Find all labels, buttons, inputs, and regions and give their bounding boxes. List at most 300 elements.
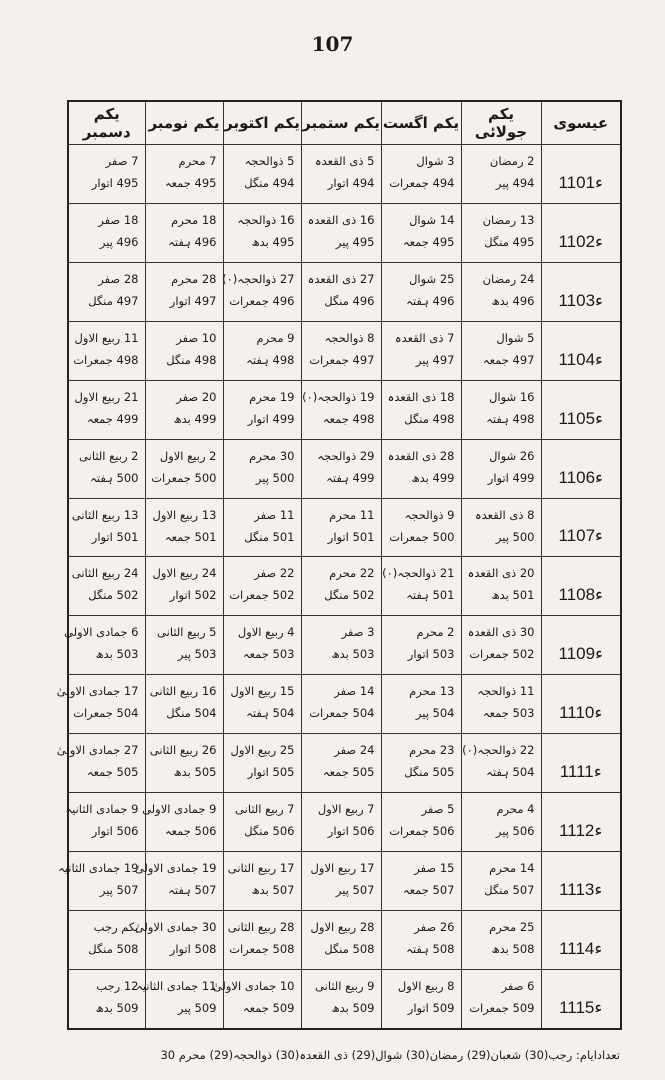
date-cell: [145, 380, 223, 439]
date-cell: [223, 616, 301, 675]
date-cell: [64, 616, 145, 675]
hijri-year-weekday: 504 ہفتہ: [486, 765, 535, 780]
date-cell: [381, 969, 461, 1029]
hijri-year-weekday: 502 اتوار: [169, 588, 217, 603]
date-cell: [461, 557, 541, 616]
date-cell: [145, 557, 223, 616]
hijri-year-weekday: 506 پیر: [495, 824, 535, 839]
date-cell: [223, 734, 301, 793]
date-cell: [381, 262, 461, 321]
table-row: [68, 734, 621, 793]
date-cell: [223, 380, 301, 439]
hijri-date: 2 ربیع الثانی: [79, 448, 139, 463]
hijri-date: 6 جمادی الاولیٰ: [64, 625, 139, 640]
hijri-year-weekday: 504 پیر: [415, 706, 455, 721]
hijri-date: 24 ربیع الاول: [152, 566, 217, 581]
hijri-year-weekday: 496 ہفتہ: [406, 293, 455, 308]
table-row: [68, 262, 621, 321]
hijri-date: 15 صفر: [414, 861, 455, 876]
hijri-date: 17 ربیع الثانی: [227, 861, 295, 876]
hijri-date: 10 جمادی الاولیٰ: [212, 978, 295, 993]
hijri-date: 7 صفر: [105, 154, 139, 168]
hijri-year-weekday: 498 ہفتہ: [246, 352, 295, 367]
date-cell: [223, 321, 301, 380]
hijri-date: 3 شوال: [416, 154, 455, 168]
hijri-date: 28 ربیع الثانی: [227, 919, 295, 934]
date-cell: [145, 675, 223, 734]
calendar-body: [56, 145, 621, 1030]
date-cell: [381, 498, 461, 557]
calendar-header: [68, 101, 621, 145]
table-row: [68, 557, 621, 616]
hijri-date: 11 ربیع الاول: [74, 330, 139, 345]
hijri-year-weekday: 506 جمعہ: [164, 824, 217, 839]
date-cell: [145, 145, 223, 204]
table-row: [68, 969, 621, 1029]
hijri-date: 26 شوال: [489, 448, 535, 463]
gregorian-year: 1105ء: [558, 408, 604, 428]
hijri-year-weekday: 499 اتوار: [247, 411, 295, 426]
hijri-date: 16 ذوالحجہ: [237, 212, 295, 227]
date-cell: [301, 793, 381, 852]
hijri-date: 7 ذی القعدہ: [394, 330, 455, 345]
year-cell: [541, 203, 621, 262]
hijri-year-weekday: 503 جمعہ: [242, 647, 295, 662]
hijri-year-weekday: 499 بدھ: [173, 411, 217, 426]
hijri-year-weekday: 502 جمعرات: [229, 588, 295, 603]
date-cell: [301, 910, 381, 969]
table-row: [68, 852, 621, 911]
table-row: [68, 380, 621, 439]
date-cell: [68, 380, 145, 439]
hijri-year-weekday: 503 جمعہ: [482, 706, 535, 721]
hijri-year-weekday: 497 اتوار: [169, 293, 217, 308]
date-cell: [301, 498, 381, 557]
hijri-year-weekday: 503 بدھ: [331, 647, 375, 662]
hijri-year-weekday: 507 جمعہ: [402, 883, 455, 898]
date-cell: [301, 145, 381, 204]
date-cell: [381, 203, 461, 262]
hijri-year-weekday: 507 پیر: [99, 883, 139, 898]
hijri-year-weekday: 504 منگل: [166, 706, 217, 721]
date-cell: [381, 439, 461, 498]
hijri-date: 15 ربیع الاول: [230, 684, 295, 699]
date-cell: [381, 145, 461, 204]
hijri-year-weekday: 499 بدھ: [411, 470, 455, 485]
hijri-year-weekday: 502 منگل: [324, 588, 375, 603]
hijri-date: 12 رجب: [96, 978, 139, 993]
hijri-date: 11 محرم: [329, 507, 375, 522]
hijri-date: 3 صفر: [341, 625, 375, 640]
hijri-date: 7 ربیع الثانی: [235, 802, 295, 817]
gregorian-year: 1107ء: [558, 526, 604, 546]
hijri-date: 13 ربیع الاول: [152, 507, 217, 522]
date-cell: [301, 734, 381, 793]
hijri-year-weekday: 494 منگل: [244, 176, 295, 190]
gregorian-year: 1106ء: [558, 467, 604, 487]
date-cell: [145, 734, 223, 793]
year-cell: [541, 557, 621, 616]
hijri-year-weekday: 501 جمعہ: [164, 529, 217, 544]
date-cell: [68, 145, 145, 204]
hijri-year-weekday: 508 جمعرات: [229, 941, 295, 956]
gregorian-year: 1104ء: [558, 349, 604, 369]
hijri-date: 26 صفر: [414, 919, 455, 934]
date-cell: [381, 616, 461, 675]
hijri-year-weekday: 508 ہفتہ: [406, 941, 455, 956]
hijri-year-weekday: 498 جمعرات: [73, 352, 139, 367]
hijri-date: 7 ربیع الاول: [317, 802, 375, 817]
date-cell: [461, 439, 541, 498]
table-row: [68, 910, 621, 969]
table-row: [68, 793, 621, 852]
date-cell: [301, 557, 381, 616]
hijri-year-weekday: 496 منگل: [324, 293, 375, 308]
hijri-year-weekday: 501 منگل: [244, 529, 295, 544]
date-cell: [223, 498, 301, 557]
hijri-year-weekday: 498 منگل: [166, 352, 217, 367]
hijri-year-weekday: 497 پیر: [415, 352, 455, 367]
date-cell: [68, 321, 145, 380]
hijri-year-weekday: 509 اتوار: [407, 1000, 455, 1015]
hijri-date: 5 صفر: [421, 802, 455, 817]
date-cell: [461, 498, 541, 557]
year-cell: [541, 380, 621, 439]
date-cell: [461, 380, 541, 439]
header-month: یکم دسمبر: [68, 101, 145, 145]
hijri-date: 22 ذوالحجہ(٠): [462, 743, 535, 758]
year-cell: [541, 321, 621, 380]
hijri-date: 28 صفر: [98, 271, 139, 286]
hijri-year-weekday: 498 ہفتہ: [486, 411, 535, 426]
hijri-year-weekday: 509 جمعرات: [469, 1000, 535, 1015]
hijri-date: 28 ذی القعدہ: [387, 448, 455, 463]
hijri-year-weekday: 507 بدھ: [251, 883, 295, 898]
hijri-year-weekday: 507 منگل: [484, 883, 535, 898]
hijri-date: 9 ربیع الثانی: [315, 978, 375, 993]
date-cell: [68, 910, 145, 969]
gregorian-year: 1114ء: [559, 938, 603, 958]
date-cell: [68, 439, 145, 498]
hijri-year-weekday: 494 جمعرات: [389, 176, 455, 190]
hijri-year-weekday: 508 اتوار: [169, 941, 217, 956]
hijri-year-weekday: 502 منگل: [88, 588, 139, 603]
hijri-date: 24 رمضان: [482, 271, 535, 286]
date-cell: [56, 675, 145, 734]
year-cell: [541, 616, 621, 675]
hijri-date: 9 جمادی الثانیہ: [65, 802, 139, 817]
date-cell: [145, 321, 223, 380]
table-row: [68, 616, 621, 675]
date-cell: [301, 262, 381, 321]
hijri-year-weekday: 495 منگل: [484, 234, 535, 249]
date-cell: [301, 616, 381, 675]
date-cell: [223, 439, 301, 498]
date-cell: [461, 145, 541, 204]
hijri-date: 13 محرم: [409, 684, 455, 699]
hijri-date: 30 جمادی الاولیٰ: [134, 919, 217, 934]
hijri-date: 8 ذی القعدہ: [474, 507, 535, 522]
hijri-year-weekday: 495 پیر: [335, 234, 375, 249]
hijri-year-weekday: 495 اتوار: [91, 176, 139, 190]
hijri-date: 16 ربیع الثانی: [149, 684, 217, 699]
date-cell: [461, 910, 541, 969]
hijri-date: 19 جمادی الاولیٰ: [134, 861, 217, 876]
hijri-year-weekday: 495 جمعہ: [402, 234, 455, 249]
year-cell: [541, 675, 621, 734]
date-cell: [142, 793, 223, 852]
hijri-date: 11 ذوالحجہ: [477, 684, 535, 699]
date-cell: [65, 793, 145, 852]
gregorian-year: 1115ء: [559, 997, 603, 1017]
hijri-date: 13 ربیع الثانی: [71, 507, 139, 522]
date-cell: [212, 969, 301, 1029]
hijri-date: 21 ذوالحجہ(٠): [382, 566, 455, 581]
gregorian-year: 1109ء: [558, 644, 604, 664]
hijri-date: 21 ربیع الاول: [74, 389, 139, 404]
hijri-year-weekday: 505 اتوار: [247, 765, 295, 780]
date-cell: [223, 793, 301, 852]
hijri-year-weekday: 508 بدھ: [491, 941, 535, 956]
hijri-year-weekday: 494 اتوار: [327, 176, 375, 190]
hijri-year-weekday: 506 منگل: [244, 824, 295, 839]
hijri-year-weekday: 504 جمعرات: [309, 706, 375, 721]
year-cell: [541, 793, 621, 852]
hijri-year-weekday: 506 اتوار: [327, 824, 375, 839]
hijri-date: 30 ذی القعدہ: [467, 625, 535, 640]
date-cell: [68, 262, 145, 321]
hijri-date: 2 ربیع الاول: [159, 448, 217, 463]
year-cell: [541, 734, 621, 793]
date-cell: [381, 793, 461, 852]
header-year: عیسوی: [541, 101, 621, 145]
hijri-date: 29 ذوالحجہ: [317, 448, 375, 463]
hijri-date: 17 ربیع الاول: [310, 861, 375, 876]
hijri-date: 14 صفر: [334, 684, 375, 699]
date-cell: [56, 734, 145, 793]
hijri-date: 20 صفر: [176, 389, 217, 404]
hijri-year-weekday: 501 بدھ: [491, 588, 535, 603]
year-cell: [541, 969, 621, 1029]
date-cell: [58, 852, 145, 911]
hijri-date: 18 ذی القعدہ: [387, 389, 455, 404]
date-cell: [301, 321, 381, 380]
hijri-year-weekday: 503 بدھ: [95, 647, 139, 662]
hijri-date: 24 ربیع الثانی: [71, 566, 139, 581]
hijri-year-weekday: 508 منگل: [88, 941, 139, 956]
date-cell: [461, 675, 541, 734]
hijri-date: 11 جمادی الثانیہ: [136, 978, 217, 993]
hijri-date: 6 صفر: [501, 978, 535, 993]
date-cell: [145, 262, 223, 321]
hijri-year-weekday: 509 بدھ: [95, 1000, 139, 1015]
hijri-date: 11 صفر: [254, 507, 295, 522]
hijri-year-weekday: 500 جمعرات: [389, 529, 455, 544]
hijri-date: 27 ذوالحجہ(٠): [222, 271, 295, 286]
gregorian-year: 1111ء: [559, 762, 602, 782]
date-cell: [461, 793, 541, 852]
hijri-date: 4 ربیع الاول: [237, 625, 295, 640]
hijri-date: 19 ذوالحجہ(٠): [302, 389, 375, 404]
hijri-date: 14 شوال: [409, 212, 455, 227]
hijri-date: 19 جمادی الثانیہ: [58, 861, 139, 876]
date-cell: [381, 910, 461, 969]
page-number: 107: [311, 32, 354, 56]
hijri-year-weekday: 495 بدھ: [251, 234, 295, 249]
date-cell: [223, 910, 301, 969]
hijri-year-weekday: 500 ہفتہ: [90, 470, 139, 485]
hijri-date: 5 ربیع الثانی: [157, 625, 217, 640]
year-cell: [541, 910, 621, 969]
hijri-year-weekday: 496 بدھ: [491, 293, 535, 308]
date-cell: [381, 675, 461, 734]
date-cell: [301, 380, 381, 439]
hijri-year-weekday: 505 منگل: [404, 765, 455, 780]
hijri-date: 24 صفر: [334, 743, 375, 758]
date-cell: [301, 675, 381, 734]
hijri-date: 23 محرم: [409, 743, 455, 758]
gregorian-year: 1110ء: [559, 703, 603, 723]
header-month: یکم ستمبر: [301, 101, 381, 145]
hijri-date: 2 رمضان: [489, 154, 535, 168]
hijri-date: 18 محرم: [171, 212, 217, 227]
date-cell: [301, 203, 381, 262]
hijri-year-weekday: 496 پیر: [99, 234, 139, 249]
date-cell: [223, 852, 301, 911]
gregorian-year: 1113ء: [559, 880, 603, 900]
hijri-date: 13 رمضان: [482, 212, 535, 227]
hijri-year-weekday: 497 جمعہ: [482, 352, 535, 367]
year-cell: [541, 262, 621, 321]
gregorian-year: 1102ء: [558, 231, 604, 251]
gregorian-year: 1112ء: [559, 821, 603, 841]
date-cell: [145, 616, 223, 675]
hijri-year-weekday: 500 جمعرات: [151, 470, 217, 485]
hijri-date: 10 صفر: [176, 330, 217, 345]
hijri-year-weekday: 505 بدھ: [173, 765, 217, 780]
hijri-year-weekday: 509 بدھ: [331, 1000, 375, 1015]
hijri-year-weekday: 494 پیر: [495, 176, 535, 190]
date-cell: [223, 203, 301, 262]
table-row: [68, 675, 621, 734]
hijri-year-weekday: 500 پیر: [495, 529, 535, 544]
hijri-year-weekday: 501 اتوار: [327, 529, 375, 544]
table-row: [68, 321, 621, 380]
date-cell: [68, 498, 145, 557]
header-month: یکم اگست: [381, 101, 461, 145]
hijri-year-weekday: 505 جمعہ: [86, 765, 139, 780]
table-row: [68, 203, 621, 262]
year-cell: [541, 852, 621, 911]
hijri-date: 17 جمادی الاولیٰ: [56, 684, 139, 699]
calendar-table: [56, 100, 622, 1030]
hijri-year-weekday: 500 پیر: [255, 470, 295, 485]
year-cell: [541, 439, 621, 498]
date-cell: [461, 852, 541, 911]
hijri-date: 5 ذی القعدہ: [314, 154, 375, 168]
hijri-date: 25 شوال: [409, 271, 455, 286]
hijri-date: 22 صفر: [254, 566, 295, 581]
date-cell: [461, 262, 541, 321]
hijri-date: 8 ذوالحجہ: [324, 330, 375, 345]
hijri-date: 20 ذی القعدہ: [467, 566, 535, 581]
hijri-date: 19 محرم: [249, 389, 295, 404]
hijri-date: 16 ذی القعدہ: [307, 212, 375, 227]
date-cell: [381, 321, 461, 380]
date-cell: [136, 969, 223, 1029]
date-cell: [134, 910, 223, 969]
hijri-year-weekday: 496 ہفتہ: [168, 234, 217, 249]
hijri-date: 5 شوال: [496, 330, 535, 345]
table-row: [68, 498, 621, 557]
hijri-year-weekday: 498 جمعہ: [322, 411, 375, 426]
hijri-date: 9 جمادی الاولیٰ: [142, 802, 217, 817]
date-cell: [223, 262, 301, 321]
gregorian-year: 1108ء: [558, 585, 604, 605]
date-cell: [145, 203, 223, 262]
hijri-date: 2 محرم: [416, 625, 455, 640]
date-cell: [461, 969, 541, 1029]
days-count-footer: تعدادایام: رجب(30) شعبان(29) رمضان(30) شوال(29) ذی القعدہ(30) ذوالحجہ(29) محرم 30: [160, 1048, 620, 1062]
date-cell: [145, 498, 223, 557]
date-cell: [223, 675, 301, 734]
gregorian-year: 1101ء: [558, 172, 604, 192]
hijri-date: 27 جمادی الاولیٰ: [56, 743, 139, 758]
hijri-date: 22 محرم: [329, 566, 375, 581]
hijri-date: 25 ربیع الاول: [230, 743, 295, 758]
hijri-year-weekday: 496 جمعرات: [229, 293, 295, 308]
hijri-date: 9 ذوالحجہ: [404, 507, 455, 522]
hijri-date: 16 شوال: [489, 389, 535, 404]
hijri-year-weekday: 506 جمعرات: [389, 824, 455, 839]
hijri-date: 8 ربیع الاول: [397, 978, 455, 993]
hijri-year-weekday: 508 منگل: [324, 941, 375, 956]
header-month: یکم جولائی: [461, 101, 541, 145]
date-cell: [68, 557, 145, 616]
table-row: [68, 145, 621, 204]
date-cell: [68, 969, 145, 1029]
hijri-date: 18 صفر: [98, 212, 139, 227]
hijri-date: 4 محرم: [496, 802, 535, 817]
date-cell: [461, 616, 541, 675]
date-cell: [381, 734, 461, 793]
hijri-date: 14 محرم: [489, 861, 535, 876]
hijri-date: 26 ربیع الثانی: [149, 743, 217, 758]
hijri-date: یکم رجب: [93, 919, 139, 934]
hijri-year-weekday: 497 جمعرات: [309, 352, 375, 367]
date-cell: [223, 145, 301, 204]
hijri-year-weekday: 503 پیر: [177, 647, 217, 662]
hijri-date: 27 ذی القعدہ: [307, 271, 375, 286]
date-cell: [301, 969, 381, 1029]
hijri-date: 28 ربیع الاول: [310, 919, 375, 934]
hijri-date: 25 محرم: [489, 919, 535, 934]
date-cell: [223, 557, 301, 616]
date-cell: [461, 321, 541, 380]
hijri-year-weekday: 504 جمعرات: [73, 706, 139, 721]
hijri-year-weekday: 509 پیر: [177, 1000, 217, 1015]
hijri-year-weekday: 498 منگل: [404, 411, 455, 426]
hijri-year-weekday: 503 اتوار: [407, 647, 455, 662]
year-cell: [541, 145, 621, 204]
hijri-year-weekday: 501 اتوار: [91, 529, 139, 544]
hijri-year-weekday: 505 جمعہ: [322, 765, 375, 780]
date-cell: [301, 852, 381, 911]
hijri-year-weekday: 501 ہفتہ: [406, 588, 455, 603]
date-cell: [145, 439, 223, 498]
hijri-date: 5 ذوالحجہ: [244, 154, 295, 168]
hijri-year-weekday: 502 جمعرات: [469, 647, 535, 662]
